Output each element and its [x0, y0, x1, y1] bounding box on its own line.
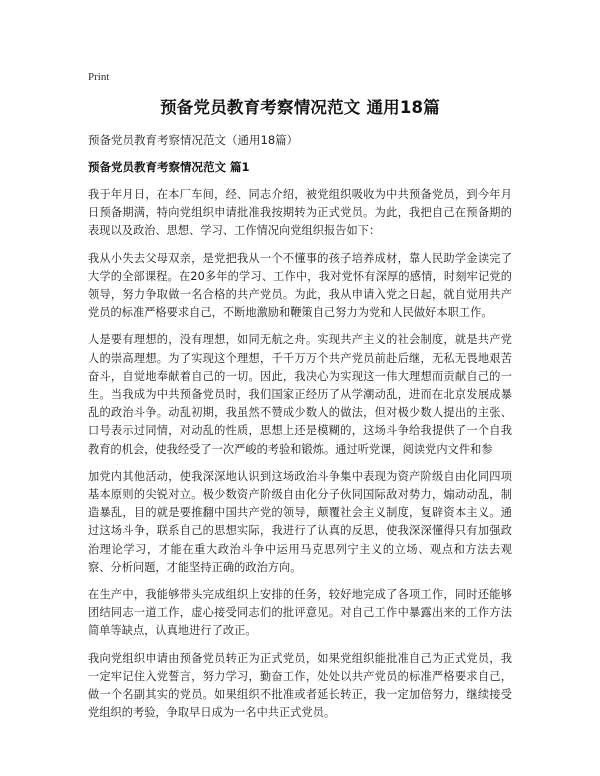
paragraph-2: 我从小失去父母双亲，是党把我从一个不懂事的孩子培养成材，靠人民助学金读完了大学的全部课程。在20多年的学习、工作中，我对党怀有深厚的感情，时刻牢记党的领导，努力争取做一名合格的共产党员。为此，我从申请入党之日起，就自觉用共产党员的标准严格要求自己，不断地激励和鞭策自己努力为党和人民做好本职工作。 [88, 251, 512, 320]
document-page [88, 70, 512, 731]
paragraph-1: 我于年月日，在本厂车间，经、同志介绍，被党组织吸收为中共预备党员，到今年月日预备期满，特向党组织申请批准我按期转为正式党员。为此，我把自己在预备期的表现以及政治、思想、学习、工作情况向党组织报告如下： [88, 188, 512, 238]
document-subtitle: 预备党员教育考察情况范文（通用18篇） [88, 133, 299, 147]
print-link[interactable]: Print [88, 71, 110, 83]
paragraph-5: 在生产中，我能够带头完成组织上安排的任务，较好地完成了各项工作，同时还能够团结同志一道工作，虚心接受同志们的批评意见。对自己工作中暴露出来的工作方法简单等缺点，认真地进行了改正。 [88, 588, 512, 638]
document-title: 预备党员教育考察情况范文 通用18篇 [160, 98, 440, 117]
paragraph-6: 我向党组织申请由预备党员转正为正式党员，如果党组织能批准自己为正式党员，我一定牢记住入党誓言，努力学习，勤奋工作，处处以共产党员的标准严格要求自己，做一个名副其实的党员。如果组织不批准或者延长转正，我一定加倍努力，继续接受党组织的考验，争取早日成为一名中共正式党员。 [88, 651, 512, 720]
paragraph-4: 加党内其他活动，使我深深地认识到这场政治斗争集中表现为资产阶级自由化同四项基本原则的尖锐对立。极少数资产阶级自由化分子伙同国际敌对势力，煽动动乱，制造暴乱，目的就是要推翻中国共产党的领导，颠覆社会主义制度，复辟资本主义。通过这场斗争，联系自己的思想实际，我进行了认真的反思，使我深深懂得只有加强政治理论学习，才能在重大政治斗争中运用马克思列宁主义的立场、观点和方法去观察、分析问题，才能坚持正确的政治方向。 [88, 469, 512, 574]
paragraph-3: 人是要有理想的，没有理想，如同无航之舟。实现共产主义的社会制度，就是共产党人的崇高理想。为了实现这个理想，千千万万个共产党员前赴后继，无私无畏地艰苦奋斗，自觉地奉献着自己的一切。因此，我决心为实现这一伟大理想而贡献自己的一生。当我成为中共预备党员时，我们国家正经历了从学潮动乱，进而在北京发展成暴乱的政治斗争。动乱初期，我虽然不赞成少数人的做法，但对极少数人提出的主张、口号表示过同情，对动乱的性质，思想上还是模糊的，这场斗争给我提供了一个自我教育的机会，使我经受了一次严峻的考验和锻炼。通过听党课，阅读党内文件和参 [88, 333, 512, 456]
section-heading: 预备党员教育考察情况范文 篇1 [88, 160, 250, 174]
